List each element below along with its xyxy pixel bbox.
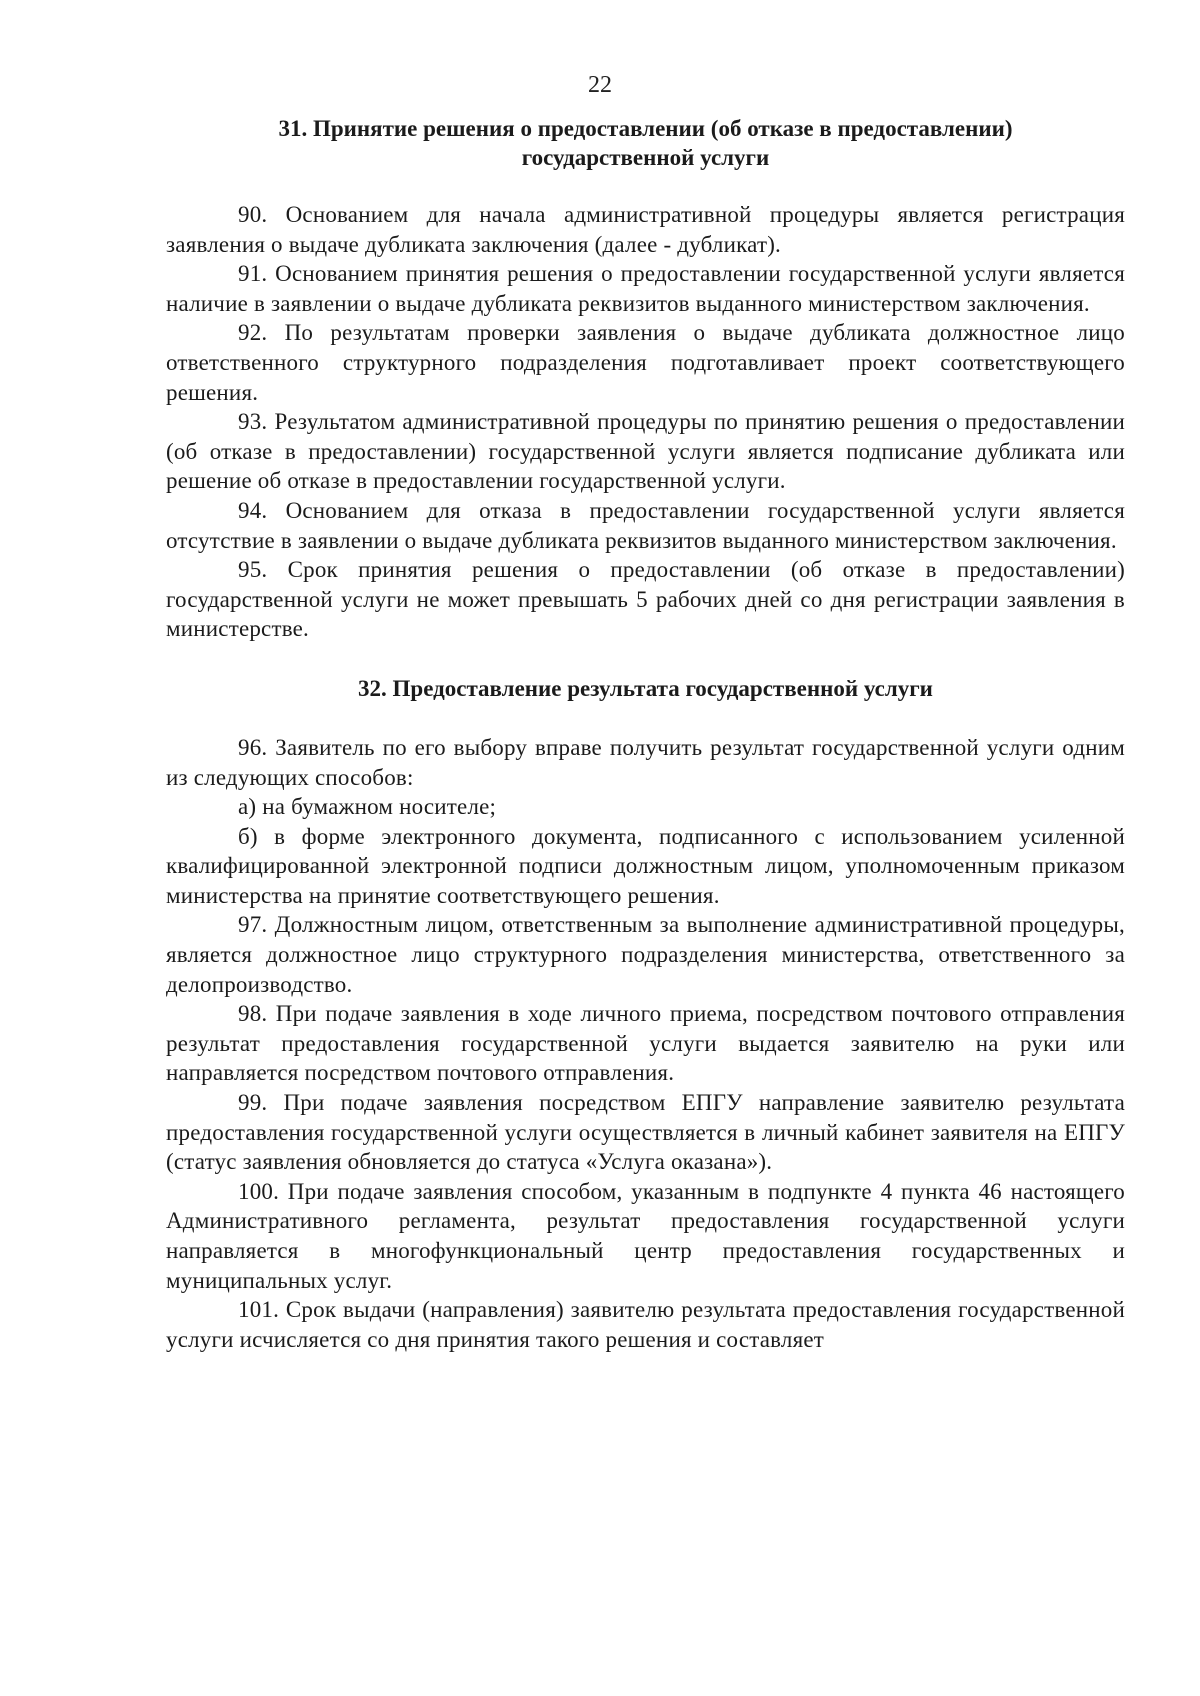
section-heading [166,674,1125,703]
heading-line: государственной услуги [521,145,770,170]
paragraph-94: 94. Основанием для отказа в предоставлении государственной услуги является отсутствие в заявлении о выдаче дубликата реквизитов выданного министерством заключения. [166,497,1125,553]
paragraph-96-a: а) на бумажном носителе; [238,794,497,820]
paragraph-91: 91. Основанием принятия решения о предоставлении государственной услуги является наличие в заявлении о выдаче дубликата реквизитов выданного министерством заключения. [166,261,1125,316]
heading-line: 31. Принятие решения о предоставлении (об отказе в предоставлении) [278,116,1013,141]
paragraph-96-b: б) в форме электронного документа, подписанного с использованием усиленной квалифицированной электронной подписи должностным лицом, уполномоченным приказом министерства на принятие соответствующего решения. [166,823,1125,908]
paragraph-96: 96. Заявитель по его выбору вправе получить результат государственной услуги одним из следующих способов: [166,734,1125,790]
paragraph-93: 93. Результатом административной процедуры по принятию решения о предоставлении (об отказе в предоставлении) государственной услуги является подписание дубликата или решение об отказе в предоставлении государственной услуги. [166,409,1125,494]
heading-line: 32. Предоставление результата государственной услуги [358,675,933,701]
paragraph-98: 98. При подаче заявления в ходе личного приема, посредством почтового отправления результат предоставления государственной услуги выдается заявителю на руки или направляется посредством почтового отправления. [166,1001,1125,1086]
paragraph-97: 97. Должностным лицом, ответственным за выполнение административной процедуры, является должностное лицо структурного подразделения министерства, ответственного за делопроизводство. [166,912,1125,997]
paragraph-90: 90. Основанием для начала административной процедуры является регистрация заявления о выдаче дубликата заключения (далее - дубликат). [166,202,1125,257]
section-32 [166,674,1125,1354]
paragraph-100: 100. При подаче заявления способом, указанным в подпункте 4 пункта 46 настоящего Административного регламента, результат предоставления государственной услуги направляется в многофункциональный центр предоставления государственных и муниципальных услуг. [166,1178,1125,1293]
page-number: 22 [588,72,612,98]
section-heading [166,114,1125,172]
paragraph-95: 95. Срок принятия решения о предоставлении (об отказе в предоставлении) государственной услуги не может превышать 5 рабочих дней со дня регистрации заявления в министерстве. [166,557,1125,642]
paragraph-99: 99. При подаче заявления посредством ЕПГУ направление заявителю результата предоставления государственной услуги осуществляется в личный кабинет заявителя на ЕПГУ (статус заявления обновляется до статуса «Услуга оказана»). [166,1090,1125,1175]
section-31 [166,114,1125,644]
paragraph-92: 92. По результатам проверки заявления о выдаче дубликата должностное лицо ответственного структурного подразделения подготавливает проект соответствующего решения. [166,320,1125,405]
paragraph-101: 101. Срок выдачи (направления) заявителю результата предоставления государственной услуги исчисляется со дня принятия такого решения и составляет [166,1297,1125,1352]
page-content [166,114,1125,1354]
